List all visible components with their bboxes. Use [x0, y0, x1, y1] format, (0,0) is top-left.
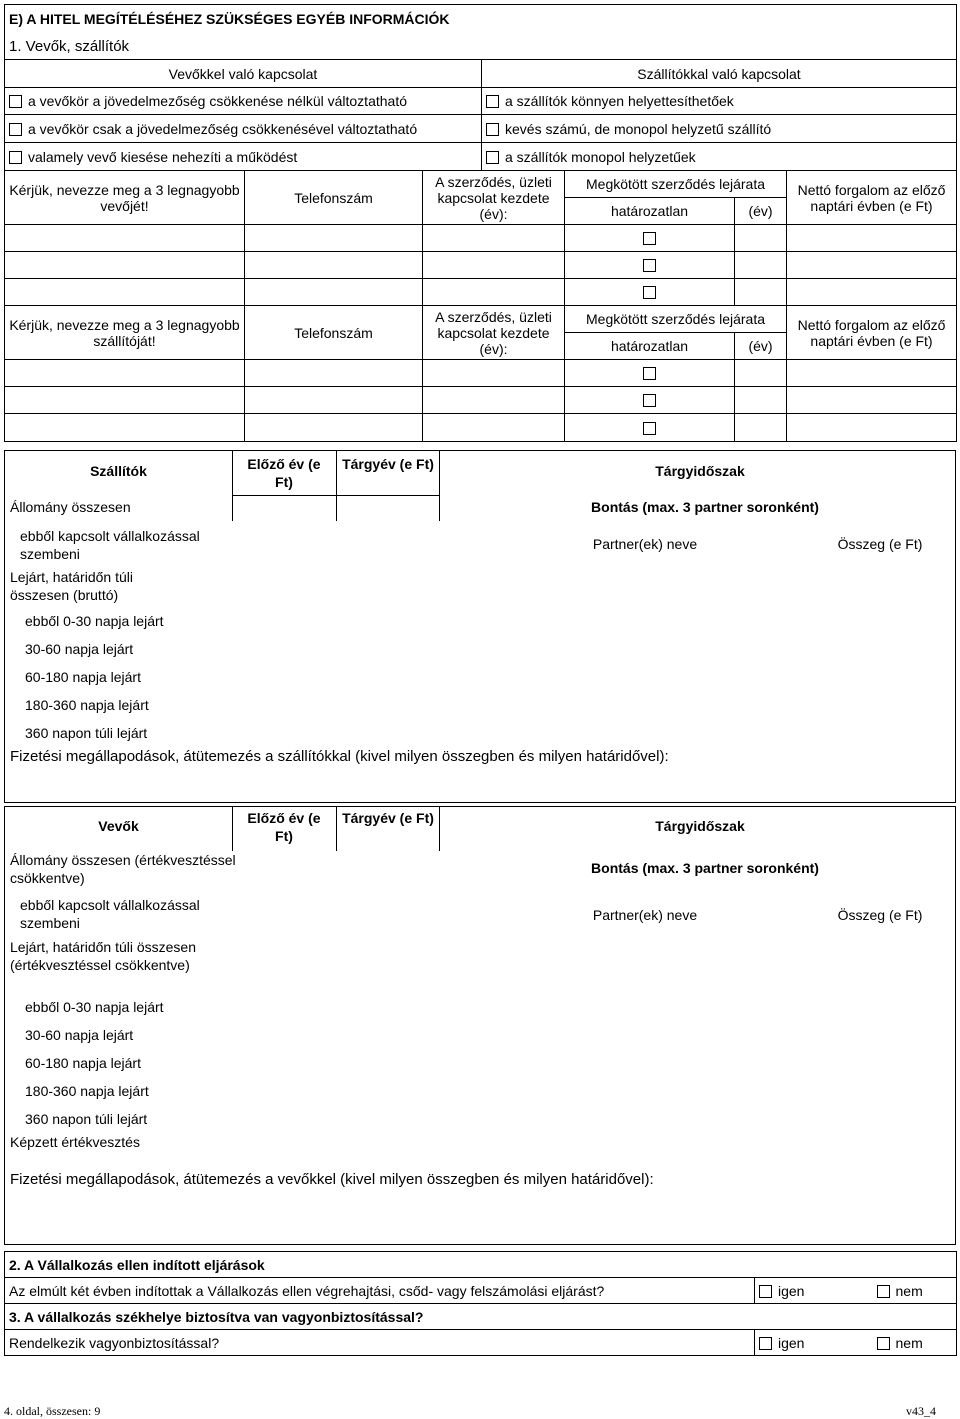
buyer-turnover-cell[interactable]	[787, 225, 957, 252]
suppliers-current-year-header: Tárgyév (e Ft)	[342, 456, 434, 472]
buyer-phone-cell[interactable]	[245, 225, 423, 252]
section-e-title: E) A HITEL MEGÍTÉLÉSÉHEZ SZÜKSÉGES EGYÉB INFORMÁCIÓK	[5, 5, 957, 34]
checkbox[interactable]	[759, 1285, 772, 1298]
suppliers-breakdown-header: Bontás (max. 3 partner soronként)	[591, 499, 819, 515]
buyer-turnover-cell[interactable]	[787, 279, 957, 306]
buyers-relation-header: Vevőkkel való kapcsolat	[5, 60, 482, 88]
top-supplier-row	[5, 360, 957, 387]
checkbox[interactable]	[9, 123, 22, 136]
buyer-phone-cell[interactable]	[245, 252, 423, 279]
checkbox[interactable]	[877, 1337, 890, 1350]
proceedings-title: 2. A Vállalkozás ellen indított eljárások	[5, 1252, 957, 1278]
buyers-contract-expiry-header: Megkötött szerződés lejárata	[565, 171, 787, 198]
suppliers-row-related: ebből kapcsolt vállalkozással szembeni	[20, 528, 200, 562]
checkbox[interactable]	[9, 151, 22, 164]
top-buyer-row	[5, 279, 957, 306]
insurance-question: Rendelkezik vagyonbiztosítással?	[5, 1330, 755, 1356]
buyers-row-related: ebből kapcsolt vállalkozással szembeni	[20, 897, 200, 931]
buyers-partner-name-header: Partner(ek) neve	[592, 907, 698, 923]
suppliers-net-turnover-header: Nettó forgalom az előző naptári évben (e Ft)	[787, 306, 957, 360]
buyer-option-3[interactable]: valamely vevő kiesése nehezíti a működést	[5, 143, 482, 171]
insurance-yes-option[interactable]: igen	[755, 1330, 873, 1356]
buyer-name-cell[interactable]	[5, 252, 245, 279]
suppliers-row-0-30: ebből 0-30 napja lejárt	[25, 613, 164, 629]
version-label: v43_4	[906, 1404, 936, 1418]
top-buyer-row	[5, 225, 957, 252]
buyer-start-cell[interactable]	[423, 252, 565, 279]
buyers-breakdown-header: Bontás (max. 3 partner soronként)	[591, 860, 819, 876]
buyer-start-cell[interactable]	[423, 225, 565, 252]
top-supplier-row	[5, 414, 957, 442]
proceedings-question: Az elmúlt két évben indítottak a Vállalkozás ellen végrehajtási, csőd- vagy felszámolási eljárást?	[5, 1278, 755, 1304]
supplier-start-cell[interactable]	[423, 387, 565, 414]
suppliers-amount-header: Összeg (e Ft)	[837, 536, 923, 552]
supplier-name-cell[interactable]	[5, 360, 245, 387]
buyers-financial-section	[4, 806, 956, 1245]
buyer-name-cell[interactable]	[5, 279, 245, 306]
buyer-year-cell[interactable]	[735, 252, 787, 279]
buyer-start-cell[interactable]	[423, 279, 565, 306]
buyer-phone-cell[interactable]	[245, 279, 423, 306]
suppliers-indefinite-header: határozatlan	[565, 333, 735, 360]
suppliers-prev-year-header: Előző év (e Ft)	[247, 456, 321, 490]
buyers-row-360-plus: 360 napon túli lejárt	[25, 1111, 148, 1127]
buyers-year-header: (év)	[735, 198, 787, 225]
buyers-period-header: Tárgyidőszak	[655, 818, 745, 834]
suppliers-financial-section	[4, 450, 956, 803]
buyers-row-30-60: 30-60 napja lejárt	[25, 1027, 134, 1043]
checkbox[interactable]	[486, 95, 499, 108]
checkbox[interactable]	[9, 95, 22, 108]
top-buyers-prompt: Kérjük, nevezze meg a 3 legnagyobb vevőjét!	[5, 171, 245, 225]
insurance-no-option[interactable]: nem	[873, 1330, 957, 1356]
buyers-current-year-header: Tárgyév (e Ft)	[342, 810, 434, 826]
buyers-indefinite-header: határozatlan	[565, 198, 735, 225]
relations-section	[4, 4, 956, 171]
proceedings-no-option[interactable]: nem	[873, 1278, 957, 1304]
buyers-row-overdue-total: Lejárt, határidőn túli összesen (értékvesztéssel csökkentve)	[10, 939, 196, 973]
top-buyer-row	[5, 252, 957, 279]
buyers-phone-header: Telefonszám	[245, 171, 423, 225]
supplier-turnover-cell[interactable]	[787, 387, 957, 414]
supplier-start-cell[interactable]	[423, 414, 565, 442]
suppliers-row-overdue-total: Lejárt, határidőn túli összesen (bruttó)	[10, 569, 133, 603]
page-number: 4. oldal, összesen: 9	[4, 1404, 101, 1418]
suppliers-arrangements-field[interactable]	[5, 769, 955, 803]
buyers-net-turnover-header: Nettó forgalom az előző naptári évben (e Ft)	[787, 171, 957, 225]
suppliers-row-30-60: 30-60 napja lejárt	[25, 641, 134, 657]
top-supplier-row	[5, 387, 957, 414]
suppliers-arrangements-label: Fizetési megállapodások, átütemezés a szállítókkal (kivel milyen összegben és milyen határidővel):	[10, 748, 669, 765]
subsection-1-title: 1. Vevők, szállítók	[5, 34, 957, 60]
suppliers-row-total: Állomány összesen	[10, 499, 131, 515]
supplier-start-cell[interactable]	[423, 360, 565, 387]
suppliers-row-180-360: 180-360 napja lejárt	[25, 697, 149, 713]
supplier-year-cell[interactable]	[735, 414, 787, 442]
top3-section	[4, 170, 956, 442]
suppliers-contract-expiry-header: Megkötött szerződés lejárata	[565, 306, 787, 333]
suppliers-row-360-plus: 360 napon túli lejárt	[25, 725, 148, 741]
proceedings-yes-option[interactable]: igen	[755, 1278, 873, 1304]
indefinite-checkbox[interactable]	[643, 259, 656, 272]
indefinite-checkbox[interactable]	[643, 394, 656, 407]
supplier-name-cell[interactable]	[5, 414, 245, 442]
indefinite-checkbox[interactable]	[643, 422, 656, 435]
supplier-turnover-cell[interactable]	[787, 360, 957, 387]
top-suppliers-prompt: Kérjük, nevezze meg a 3 legnagyobb szállítóját!	[5, 306, 245, 360]
suppliers-phone-header: Telefonszám	[245, 306, 423, 360]
supplier-option-2[interactable]: kevés számú, de monopol helyzetű szállító	[482, 115, 957, 143]
supplier-turnover-cell[interactable]	[787, 414, 957, 442]
buyers-row-impairment: Képzett értékvesztés	[10, 1134, 140, 1150]
suppliers-year-header: (év)	[735, 333, 787, 360]
proceedings-section	[4, 1251, 956, 1356]
supplier-option-3[interactable]: a szállítók monopol helyzetűek	[482, 143, 957, 171]
insurance-title: 3. A vállalkozás székhelye biztosítva van vagyonbiztosítással?	[5, 1304, 957, 1330]
supplier-year-cell[interactable]	[735, 360, 787, 387]
suppliers-table-title: Szállítók	[90, 463, 147, 479]
buyers-contract-start-header: A szerződés, üzleti kapcsolat kezdete (év):	[423, 171, 565, 225]
supplier-phone-cell[interactable]	[245, 387, 423, 414]
buyers-amount-header: Összeg (e Ft)	[837, 907, 923, 923]
buyers-row-total: Állomány összesen (értékvesztéssel csökkentve)	[10, 852, 236, 886]
indefinite-checkbox[interactable]	[643, 232, 656, 245]
buyer-year-cell[interactable]	[735, 225, 787, 252]
indefinite-checkbox[interactable]	[643, 367, 656, 380]
suppliers-relation-header: Szállítókkal való kapcsolat	[482, 60, 957, 88]
checkbox[interactable]	[877, 1285, 890, 1298]
supplier-year-cell[interactable]	[735, 387, 787, 414]
checkbox[interactable]	[486, 123, 499, 136]
buyers-arrangements-label: Fizetési megállapodások, átütemezés a vevőkkel (kivel milyen összegben és milyen határidővel):	[10, 1171, 654, 1188]
supplier-phone-cell[interactable]	[245, 360, 423, 387]
buyers-prev-year-header: Előző év (e Ft)	[247, 810, 321, 844]
buyer-year-cell[interactable]	[735, 279, 787, 306]
buyers-row-60-180: 60-180 napja lejárt	[25, 1055, 141, 1071]
suppliers-row-60-180: 60-180 napja lejárt	[25, 669, 141, 685]
checkbox[interactable]	[486, 151, 499, 164]
buyer-option-1[interactable]: a vevőkör a jövedelmezőség csökkenése nélkül változtatható	[5, 88, 482, 115]
buyers-arrangements-field[interactable]	[5, 1193, 955, 1245]
indefinite-checkbox[interactable]	[643, 286, 656, 299]
supplier-name-cell[interactable]	[5, 387, 245, 414]
buyer-turnover-cell[interactable]	[787, 252, 957, 279]
checkbox[interactable]	[759, 1337, 772, 1350]
buyer-option-2[interactable]: a vevőkör csak a jövedelmezőség csökkenésével változtatható	[5, 115, 482, 143]
buyers-table-title: Vevők	[98, 818, 139, 834]
supplier-phone-cell[interactable]	[245, 414, 423, 442]
supplier-option-1[interactable]: a szállítók könnyen helyettesíthetőek	[482, 88, 957, 115]
suppliers-period-header: Tárgyidőszak	[655, 463, 745, 479]
buyer-name-cell[interactable]	[5, 225, 245, 252]
buyers-row-0-30: ebből 0-30 napja lejárt	[25, 999, 164, 1015]
suppliers-contract-start-header: A szerződés, üzleti kapcsolat kezdete (év):	[423, 306, 565, 360]
suppliers-partner-name-header: Partner(ek) neve	[592, 536, 698, 552]
buyers-row-180-360: 180-360 napja lejárt	[25, 1083, 149, 1099]
